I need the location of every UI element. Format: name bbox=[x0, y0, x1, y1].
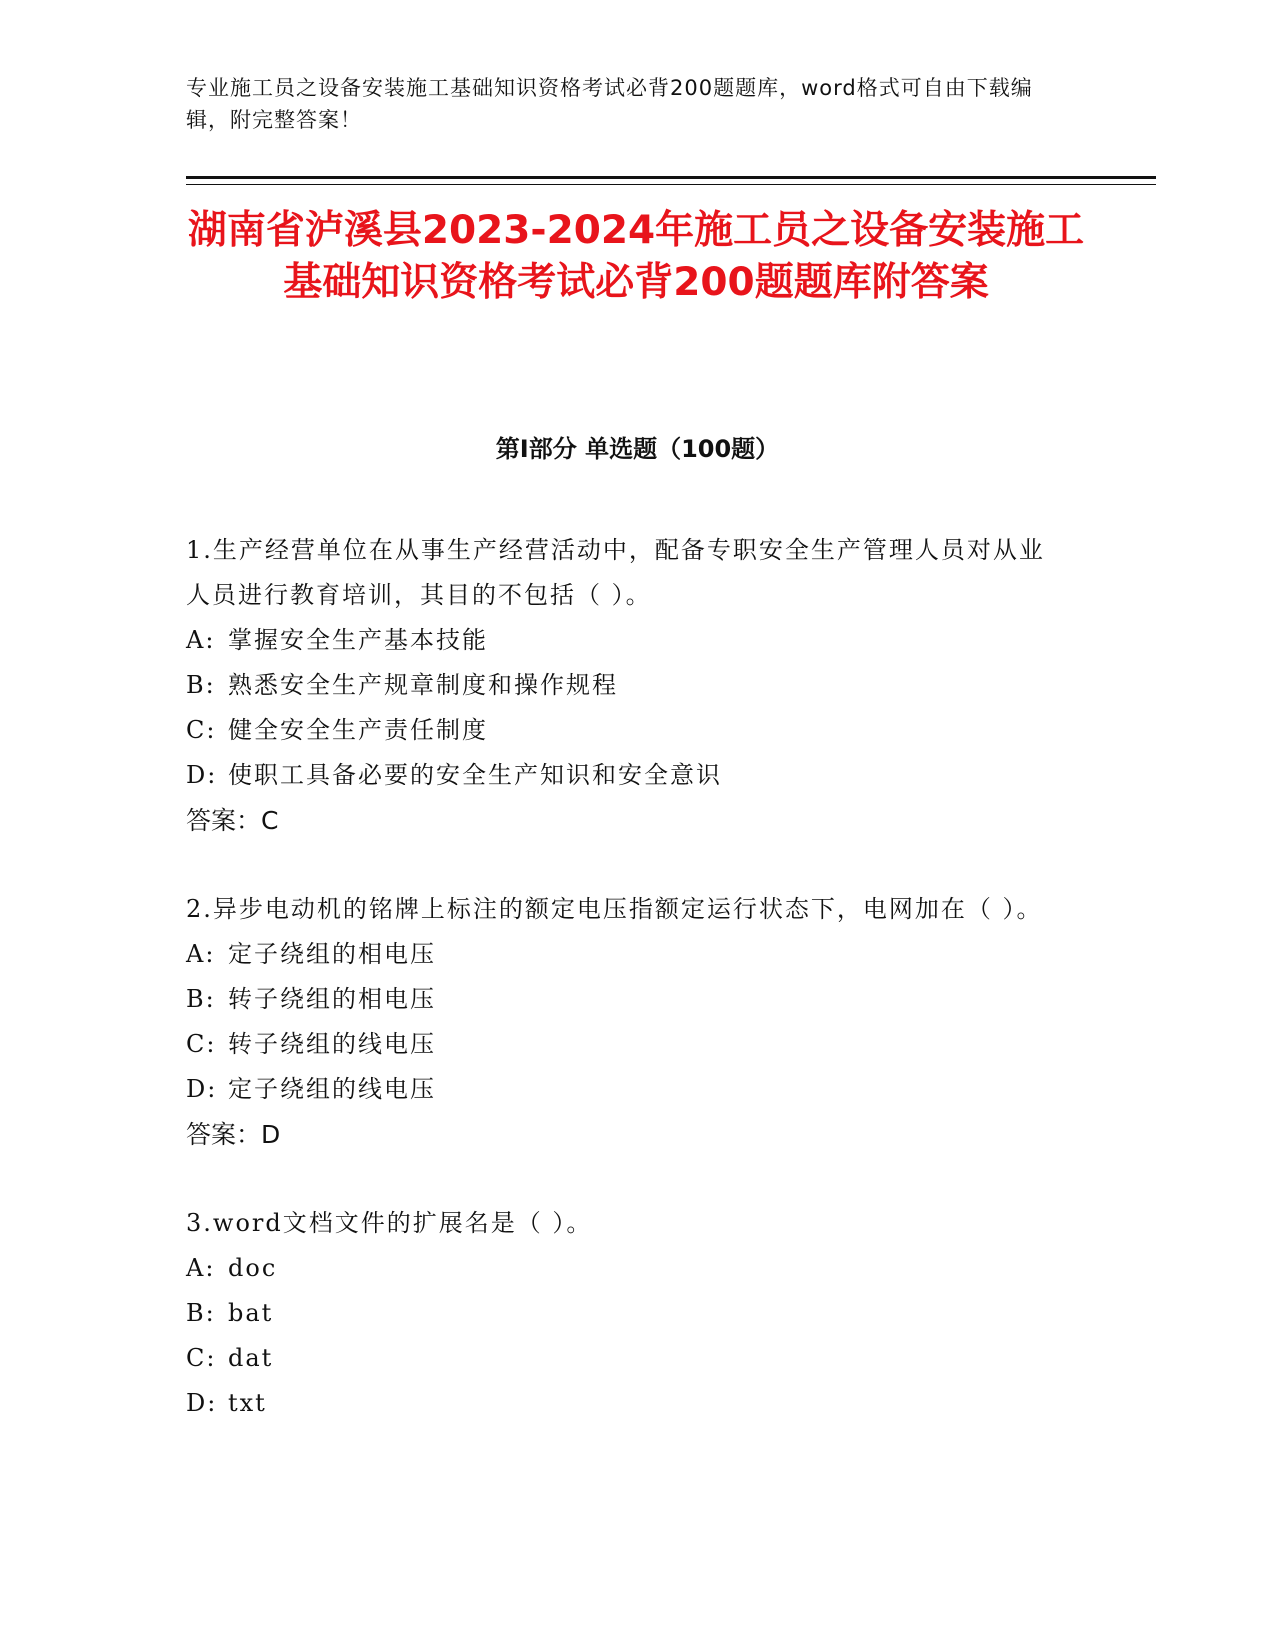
option-letter: C: bbox=[186, 1030, 217, 1058]
option-a bbox=[186, 932, 1066, 977]
question-stem: 1.生产经营单位在从事生产经营活动中，配备专职安全生产管理人员对从业人员进行教育培训，其目的不包括（ ）。 bbox=[186, 536, 1045, 609]
option-letter: C: bbox=[186, 1344, 217, 1372]
section-heading: 第Ⅰ部分 单选题（100题） bbox=[495, 435, 780, 463]
option-text: bat bbox=[228, 1299, 274, 1327]
document-title: 湖南省泸溪县2023-2024年施工员之设备安装施工基础知识资格考试必背200题题库附答案 bbox=[187, 208, 1085, 305]
option-text: 熟悉安全生产规章制度和操作规程 bbox=[228, 671, 618, 699]
option-c bbox=[186, 708, 1066, 753]
option-letter: A: bbox=[186, 940, 216, 968]
option-a bbox=[186, 1246, 1066, 1291]
option-c bbox=[186, 1022, 1066, 1067]
option-letter: D: bbox=[186, 1075, 218, 1103]
header-divider-thick bbox=[186, 176, 1156, 179]
option-text: 定子绕组的相电压 bbox=[228, 940, 436, 968]
option-text: 定子绕组的线电压 bbox=[228, 1075, 436, 1103]
option-text: 掌握安全生产基本技能 bbox=[228, 626, 488, 654]
option-d bbox=[186, 1381, 1066, 1426]
option-d bbox=[186, 753, 1066, 798]
question-stem: 2.异步电动机的铭牌上标注的额定电压指额定运行状态下，电网加在（ ）。 bbox=[186, 895, 1043, 923]
option-letter: B: bbox=[186, 671, 216, 699]
option-letter: D: bbox=[186, 761, 218, 789]
question-3 bbox=[186, 1201, 1066, 1426]
option-text: txt bbox=[228, 1389, 267, 1417]
option-letter: A: bbox=[186, 1254, 216, 1282]
question-list bbox=[186, 528, 1066, 1470]
answer-line: 答案：C bbox=[186, 806, 279, 835]
option-text: dat bbox=[228, 1344, 274, 1372]
option-text: 健全安全生产责任制度 bbox=[228, 716, 488, 744]
option-b bbox=[186, 1291, 1066, 1336]
header-divider-thin bbox=[186, 184, 1156, 185]
question-1 bbox=[186, 528, 1066, 843]
option-letter: A: bbox=[186, 626, 216, 654]
option-text: 使职工具备必要的安全生产知识和安全意识 bbox=[228, 761, 722, 789]
option-c bbox=[186, 1336, 1066, 1381]
option-b bbox=[186, 977, 1066, 1022]
option-text: 转子绕组的线电压 bbox=[228, 1030, 436, 1058]
question-stem: 3.word文档文件的扩展名是（ ）。 bbox=[186, 1209, 593, 1237]
answer-line: 答案：D bbox=[186, 1120, 281, 1149]
option-letter: D: bbox=[186, 1389, 218, 1417]
option-letter: C: bbox=[186, 716, 217, 744]
option-text: 转子绕组的相电压 bbox=[228, 985, 436, 1013]
option-letter: B: bbox=[186, 1299, 216, 1327]
option-b bbox=[186, 663, 1066, 708]
header-note: 专业施工员之设备安装施工基础知识资格考试必背200题题库，word格式可自由下载编辑，附完整答案！ bbox=[186, 76, 1033, 132]
option-d bbox=[186, 1067, 1066, 1112]
option-text: doc bbox=[228, 1254, 278, 1282]
option-letter: B: bbox=[186, 985, 216, 1013]
question-2 bbox=[186, 887, 1066, 1157]
option-a bbox=[186, 618, 1066, 663]
